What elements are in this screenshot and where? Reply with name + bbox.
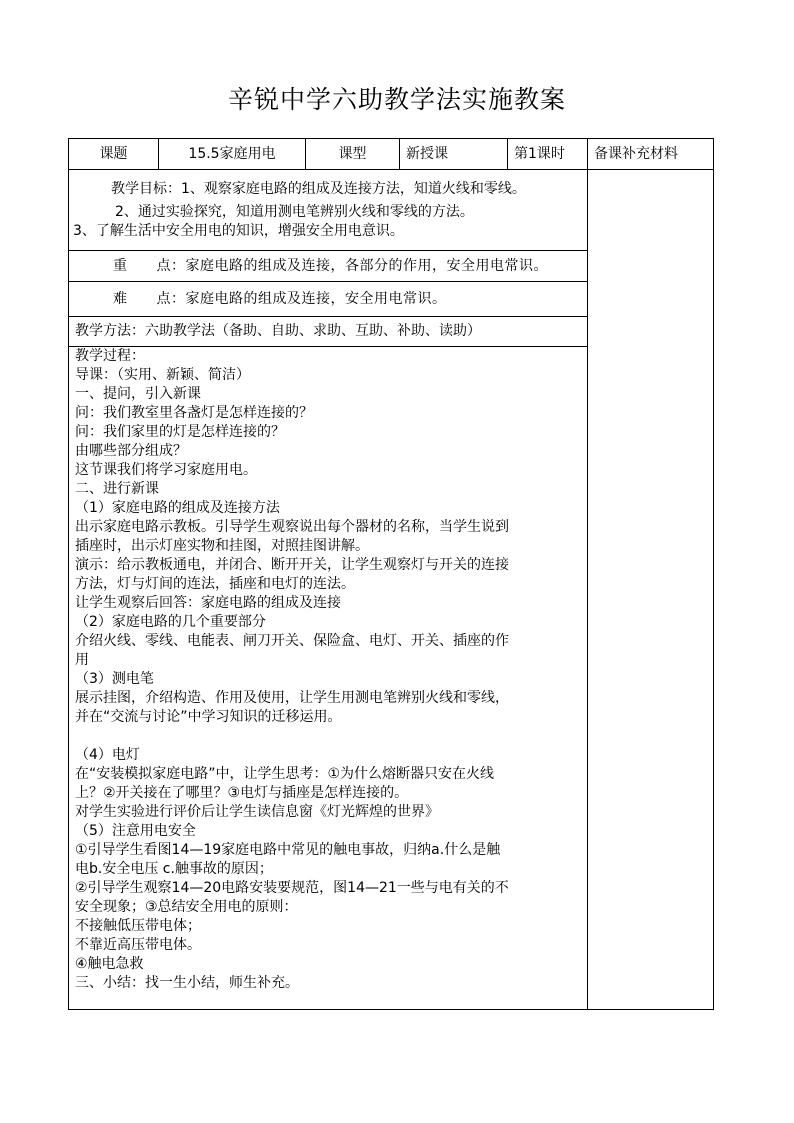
topic-label: 课题	[69, 139, 159, 170]
process-line: 出示家庭电路示教板。引导学生观察说出每个器材的名称，当学生说到	[75, 519, 509, 535]
difficulties-cell	[69, 282, 588, 317]
process-line: 导课：（实用、新颖、简洁）	[75, 367, 250, 383]
process-blank-line	[75, 727, 583, 746]
key-points-cell	[69, 251, 588, 282]
process-line: 展示挂图，介绍构造、作用及使用，让学生用测电笔辨别火线和零线，	[75, 690, 509, 706]
process-line: （2）家庭电路的几个重要部分	[75, 614, 266, 630]
process-line: 二、进行新课	[75, 481, 159, 497]
page-title: 辛锐中学六助教学法实施教案	[227, 85, 566, 114]
process-line: 上？②开关接在了哪里？③电灯与插座是怎样连接的。	[75, 785, 409, 801]
lesson-plan-table	[68, 138, 714, 1010]
process-line: ①引导学生看图14—19家庭电路中常见的触电事故，归纳a.什么是触	[75, 842, 501, 858]
process-line: 并在“交流与讨论”中学习知识的迁移运用。	[75, 709, 342, 725]
process-line: （3）测电笔	[75, 671, 154, 687]
process-line: 问：我们教室里各盏灯是怎样连接的？	[75, 405, 313, 421]
process-line: 插座时，出示灯座实物和挂图，对照挂图讲解。	[75, 538, 369, 554]
process-line: 对学生实验进行评价后让学生读信息窗《灯光辉煌的世界》	[75, 804, 439, 820]
process-line: 演示：给示教板通电，并闭合、断开开关，让学生观察灯与开关的连接	[75, 557, 509, 573]
key-points-text: 重 点：家庭电路的组成及连接，各部分的作用，安全用电常识。	[113, 257, 548, 274]
process-line: （1）家庭电路的组成及连接方法	[75, 500, 280, 516]
process-cell	[69, 347, 588, 1010]
period-value: 第1课时	[508, 139, 588, 170]
method-cell	[69, 317, 588, 347]
objective-line: 2、通过实验探究，知道用测电笔辨别火线和零线的方法。	[115, 203, 474, 220]
type-value: 新授课	[400, 139, 508, 170]
process-line: （4）电灯	[75, 747, 140, 763]
supplement-cell	[588, 170, 714, 1010]
process-line: 由哪些部分组成？	[75, 443, 187, 459]
process-line: 电b.安全电压 c.触事故的原因；	[75, 861, 273, 877]
process-line: ④触电急救	[75, 956, 144, 972]
method-text: 教学方法：六助教学法（备助、自助、求助、互助、补助、读助）	[75, 323, 481, 339]
objective-line: 3、了解生活中安全用电的知识，增强安全用电意识。	[73, 222, 404, 239]
process-line: 在“安装模拟家庭电路”中，让学生思考：①为什么熔断器只安在火线	[75, 766, 495, 782]
process-line: 教学过程：	[75, 348, 145, 364]
process-line: 不接触低压带电体；	[75, 918, 201, 934]
process-line: （5）注意用电安全	[75, 823, 196, 839]
difficulties-text: 难 点：家庭电路的组成及连接，安全用电常识。	[113, 290, 447, 307]
process-line: 方法，灯与灯间的连法，插座和电灯的连法。	[75, 576, 355, 592]
process-line: 三、小结：找一生小结，师生补充。	[75, 975, 299, 991]
header-row	[69, 139, 714, 170]
objectives-row	[69, 170, 714, 251]
process-line: 不靠近高压带电体。	[75, 937, 201, 953]
process-line: 让学生观察后回答：家庭电路的组成及连接	[75, 595, 341, 611]
objectives-cell	[69, 170, 588, 251]
objective-line: 教学目标：1、观察家庭电路的组成及连接方法，知道火线和零线。	[111, 180, 526, 197]
process-line: 一、提问，引入新课	[75, 386, 201, 402]
process-line: 用	[75, 652, 89, 668]
supplement-header: 备课补充材料	[588, 139, 714, 170]
process-line: 介绍火线、零线、电能表、闸刀开关、保险盒、电灯、开关、插座的作	[75, 633, 509, 649]
topic-value: 15.5家庭用电	[159, 139, 306, 170]
process-line: 安全现象；③总结安全用电的原则：	[75, 899, 298, 915]
process-line: 问：我们家里的灯是怎样连接的？	[75, 424, 285, 440]
type-label: 课型	[306, 139, 400, 170]
process-line: 这节课我们将学习家庭用电。	[75, 462, 257, 478]
process-line: ②引导学生观察14—20电路安装要规范，图14—21一些与电有关的不	[75, 880, 509, 896]
